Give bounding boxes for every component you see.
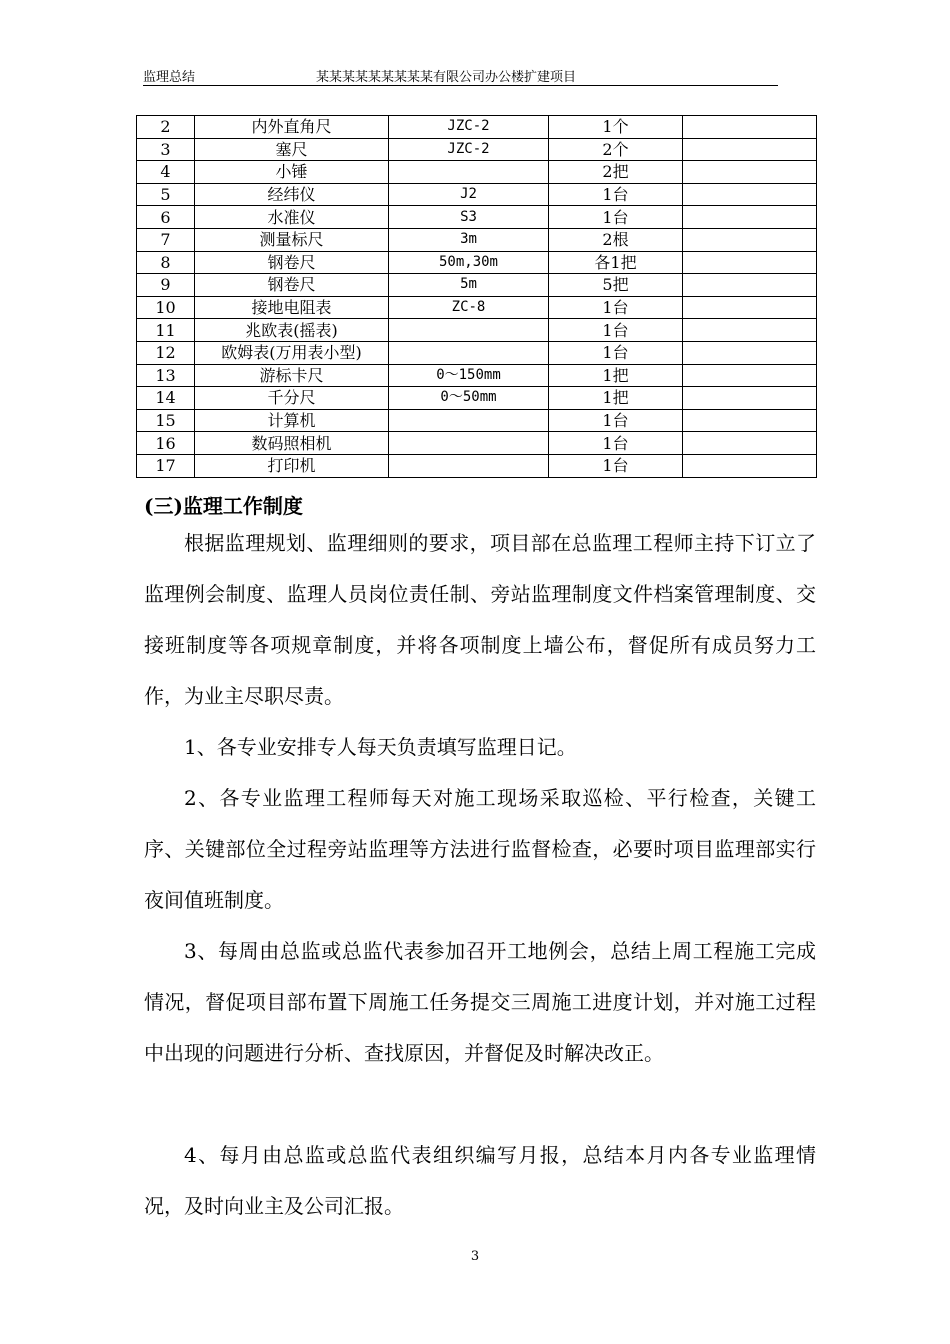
row-number-cell: 11	[137, 319, 195, 342]
table-row	[137, 454, 817, 477]
equipment-note-cell	[683, 251, 817, 274]
equipment-model-cell: 50m,30m	[389, 251, 549, 274]
equipment-qty-cell: 1个	[549, 116, 683, 139]
table-row	[137, 364, 817, 387]
section-title: (三)监理工作制度	[144, 494, 303, 518]
equipment-qty-cell: 1台	[549, 341, 683, 364]
equipment-note-cell	[683, 387, 817, 410]
paragraph-intro: 根据监理规划、监理细则的要求，项目部在总监理工程师主持下订立了监理例会制度、监理人员岗位责任制、旁站监理制度文件档案管理制度、交接班制度等各项规章制度，并将各项制度上墙公布，督促所有成员努力工作，为业主尽职尽责。	[144, 531, 816, 708]
equipment-name-cell: 计算机	[195, 409, 389, 432]
row-number-cell: 13	[137, 364, 195, 387]
equipment-qty-cell: 1台	[549, 296, 683, 319]
page-number: 3	[470, 1249, 480, 1264]
equipment-name-cell: 钢卷尺	[195, 251, 389, 274]
equipment-name-cell: 千分尺	[195, 387, 389, 410]
equipment-table	[136, 115, 817, 478]
equipment-note-cell	[683, 454, 817, 477]
equipment-table-body	[137, 116, 817, 478]
equipment-qty-cell: 1把	[549, 387, 683, 410]
equipment-note-cell	[683, 138, 817, 161]
equipment-note-cell	[683, 364, 817, 387]
equipment-name-cell: 数码照相机	[195, 432, 389, 455]
row-number-cell: 12	[137, 341, 195, 364]
table-row	[137, 409, 817, 432]
equipment-note-cell	[683, 341, 817, 364]
table-row	[137, 251, 817, 274]
equipment-note-cell	[683, 183, 817, 206]
equipment-model-cell: JZC-2	[389, 138, 549, 161]
equipment-qty-cell: 1台	[549, 454, 683, 477]
equipment-note-cell	[683, 432, 817, 455]
equipment-qty-cell: 1台	[549, 206, 683, 229]
equipment-name-cell: 接地电阻表	[195, 296, 389, 319]
row-number-cell: 5	[137, 183, 195, 206]
equipment-qty-cell: 1把	[549, 364, 683, 387]
paragraph-item-3: 3、每周由总监或总监代表参加召开工地例会，总结上周工程施工完成情况，督促项目部布置下周施工任务提交三周施工进度计划，并对施工过程中出现的问题进行分析、查找原因，并督促及时解决改正。	[144, 939, 816, 1065]
equipment-model-cell	[389, 161, 549, 184]
table-row	[137, 274, 817, 297]
row-number-cell: 2	[137, 116, 195, 139]
equipment-qty-cell: 1台	[549, 409, 683, 432]
equipment-model-cell: S3	[389, 206, 549, 229]
table-row	[137, 183, 817, 206]
equipment-note-cell	[683, 116, 817, 139]
equipment-qty-cell: 1台	[549, 432, 683, 455]
table-row	[137, 296, 817, 319]
equipment-note-cell	[683, 228, 817, 251]
equipment-model-cell: J2	[389, 183, 549, 206]
table-row	[137, 228, 817, 251]
equipment-name-cell: 塞尺	[195, 138, 389, 161]
row-number-cell: 8	[137, 251, 195, 274]
equipment-model-cell	[389, 454, 549, 477]
equipment-model-cell: ZC-8	[389, 296, 549, 319]
equipment-qty-cell: 2把	[549, 161, 683, 184]
paragraph-item-2: 2、各专业监理工程师每天对施工现场采取巡检、平行检查，关键工序、关键部位全过程旁站监理等方法进行监督检查，必要时项目监理部实行夜间值班制度。	[144, 786, 816, 912]
equipment-qty-cell: 1台	[549, 183, 683, 206]
table-row	[137, 319, 817, 342]
header-divider	[143, 85, 778, 86]
equipment-name-cell: 欧姆表(万用表小型)	[195, 341, 389, 364]
equipment-model-cell	[389, 409, 549, 432]
table-row	[137, 341, 817, 364]
equipment-qty-cell: 2根	[549, 228, 683, 251]
equipment-name-cell: 打印机	[195, 454, 389, 477]
equipment-note-cell	[683, 274, 817, 297]
equipment-note-cell	[683, 161, 817, 184]
equipment-name-cell: 水准仪	[195, 206, 389, 229]
equipment-note-cell	[683, 409, 817, 432]
row-number-cell: 14	[137, 387, 195, 410]
equipment-model-cell: 3m	[389, 228, 549, 251]
row-number-cell: 15	[137, 409, 195, 432]
equipment-model-cell	[389, 341, 549, 364]
header-doc-type: 监理总结	[143, 70, 196, 85]
row-number-cell: 17	[137, 454, 195, 477]
table-row	[137, 138, 817, 161]
equipment-model-cell: 5m	[389, 274, 549, 297]
header-project-name: 某某某某某某某某某有限公司办公楼扩建项目	[316, 70, 577, 85]
row-number-cell: 4	[137, 161, 195, 184]
table-row	[137, 206, 817, 229]
equipment-name-cell: 游标卡尺	[195, 364, 389, 387]
table-row	[137, 161, 817, 184]
equipment-model-cell: JZC-2	[389, 116, 549, 139]
equipment-name-cell: 小锤	[195, 161, 389, 184]
equipment-qty-cell: 2个	[549, 138, 683, 161]
row-number-cell: 7	[137, 228, 195, 251]
row-number-cell: 9	[137, 274, 195, 297]
equipment-model-cell	[389, 432, 549, 455]
row-number-cell: 3	[137, 138, 195, 161]
paragraph-item-1: 1、各专业安排专人每天负责填写监理日记。	[184, 735, 577, 759]
equipment-model-cell: 0～50mm	[389, 387, 549, 410]
row-number-cell: 10	[137, 296, 195, 319]
table-row	[137, 116, 817, 139]
row-number-cell: 6	[137, 206, 195, 229]
equipment-note-cell	[683, 206, 817, 229]
equipment-note-cell	[683, 296, 817, 319]
equipment-name-cell: 测量标尺	[195, 228, 389, 251]
table-row	[137, 387, 817, 410]
equipment-model-cell: 0～150mm	[389, 364, 549, 387]
table-row	[137, 432, 817, 455]
row-number-cell: 16	[137, 432, 195, 455]
equipment-note-cell	[683, 319, 817, 342]
equipment-qty-cell: 5把	[549, 274, 683, 297]
equipment-name-cell: 钢卷尺	[195, 274, 389, 297]
equipment-qty-cell: 1台	[549, 319, 683, 342]
equipment-name-cell: 经纬仪	[195, 183, 389, 206]
equipment-name-cell: 内外直角尺	[195, 116, 389, 139]
equipment-model-cell	[389, 319, 549, 342]
equipment-qty-cell: 各1把	[549, 251, 683, 274]
equipment-name-cell: 兆欧表(摇表)	[195, 319, 389, 342]
paragraph-item-4: 4、每月由总监或总监代表组织编写月报，总结本月内各专业监理情况，及时向业主及公司汇报。	[144, 1143, 816, 1218]
